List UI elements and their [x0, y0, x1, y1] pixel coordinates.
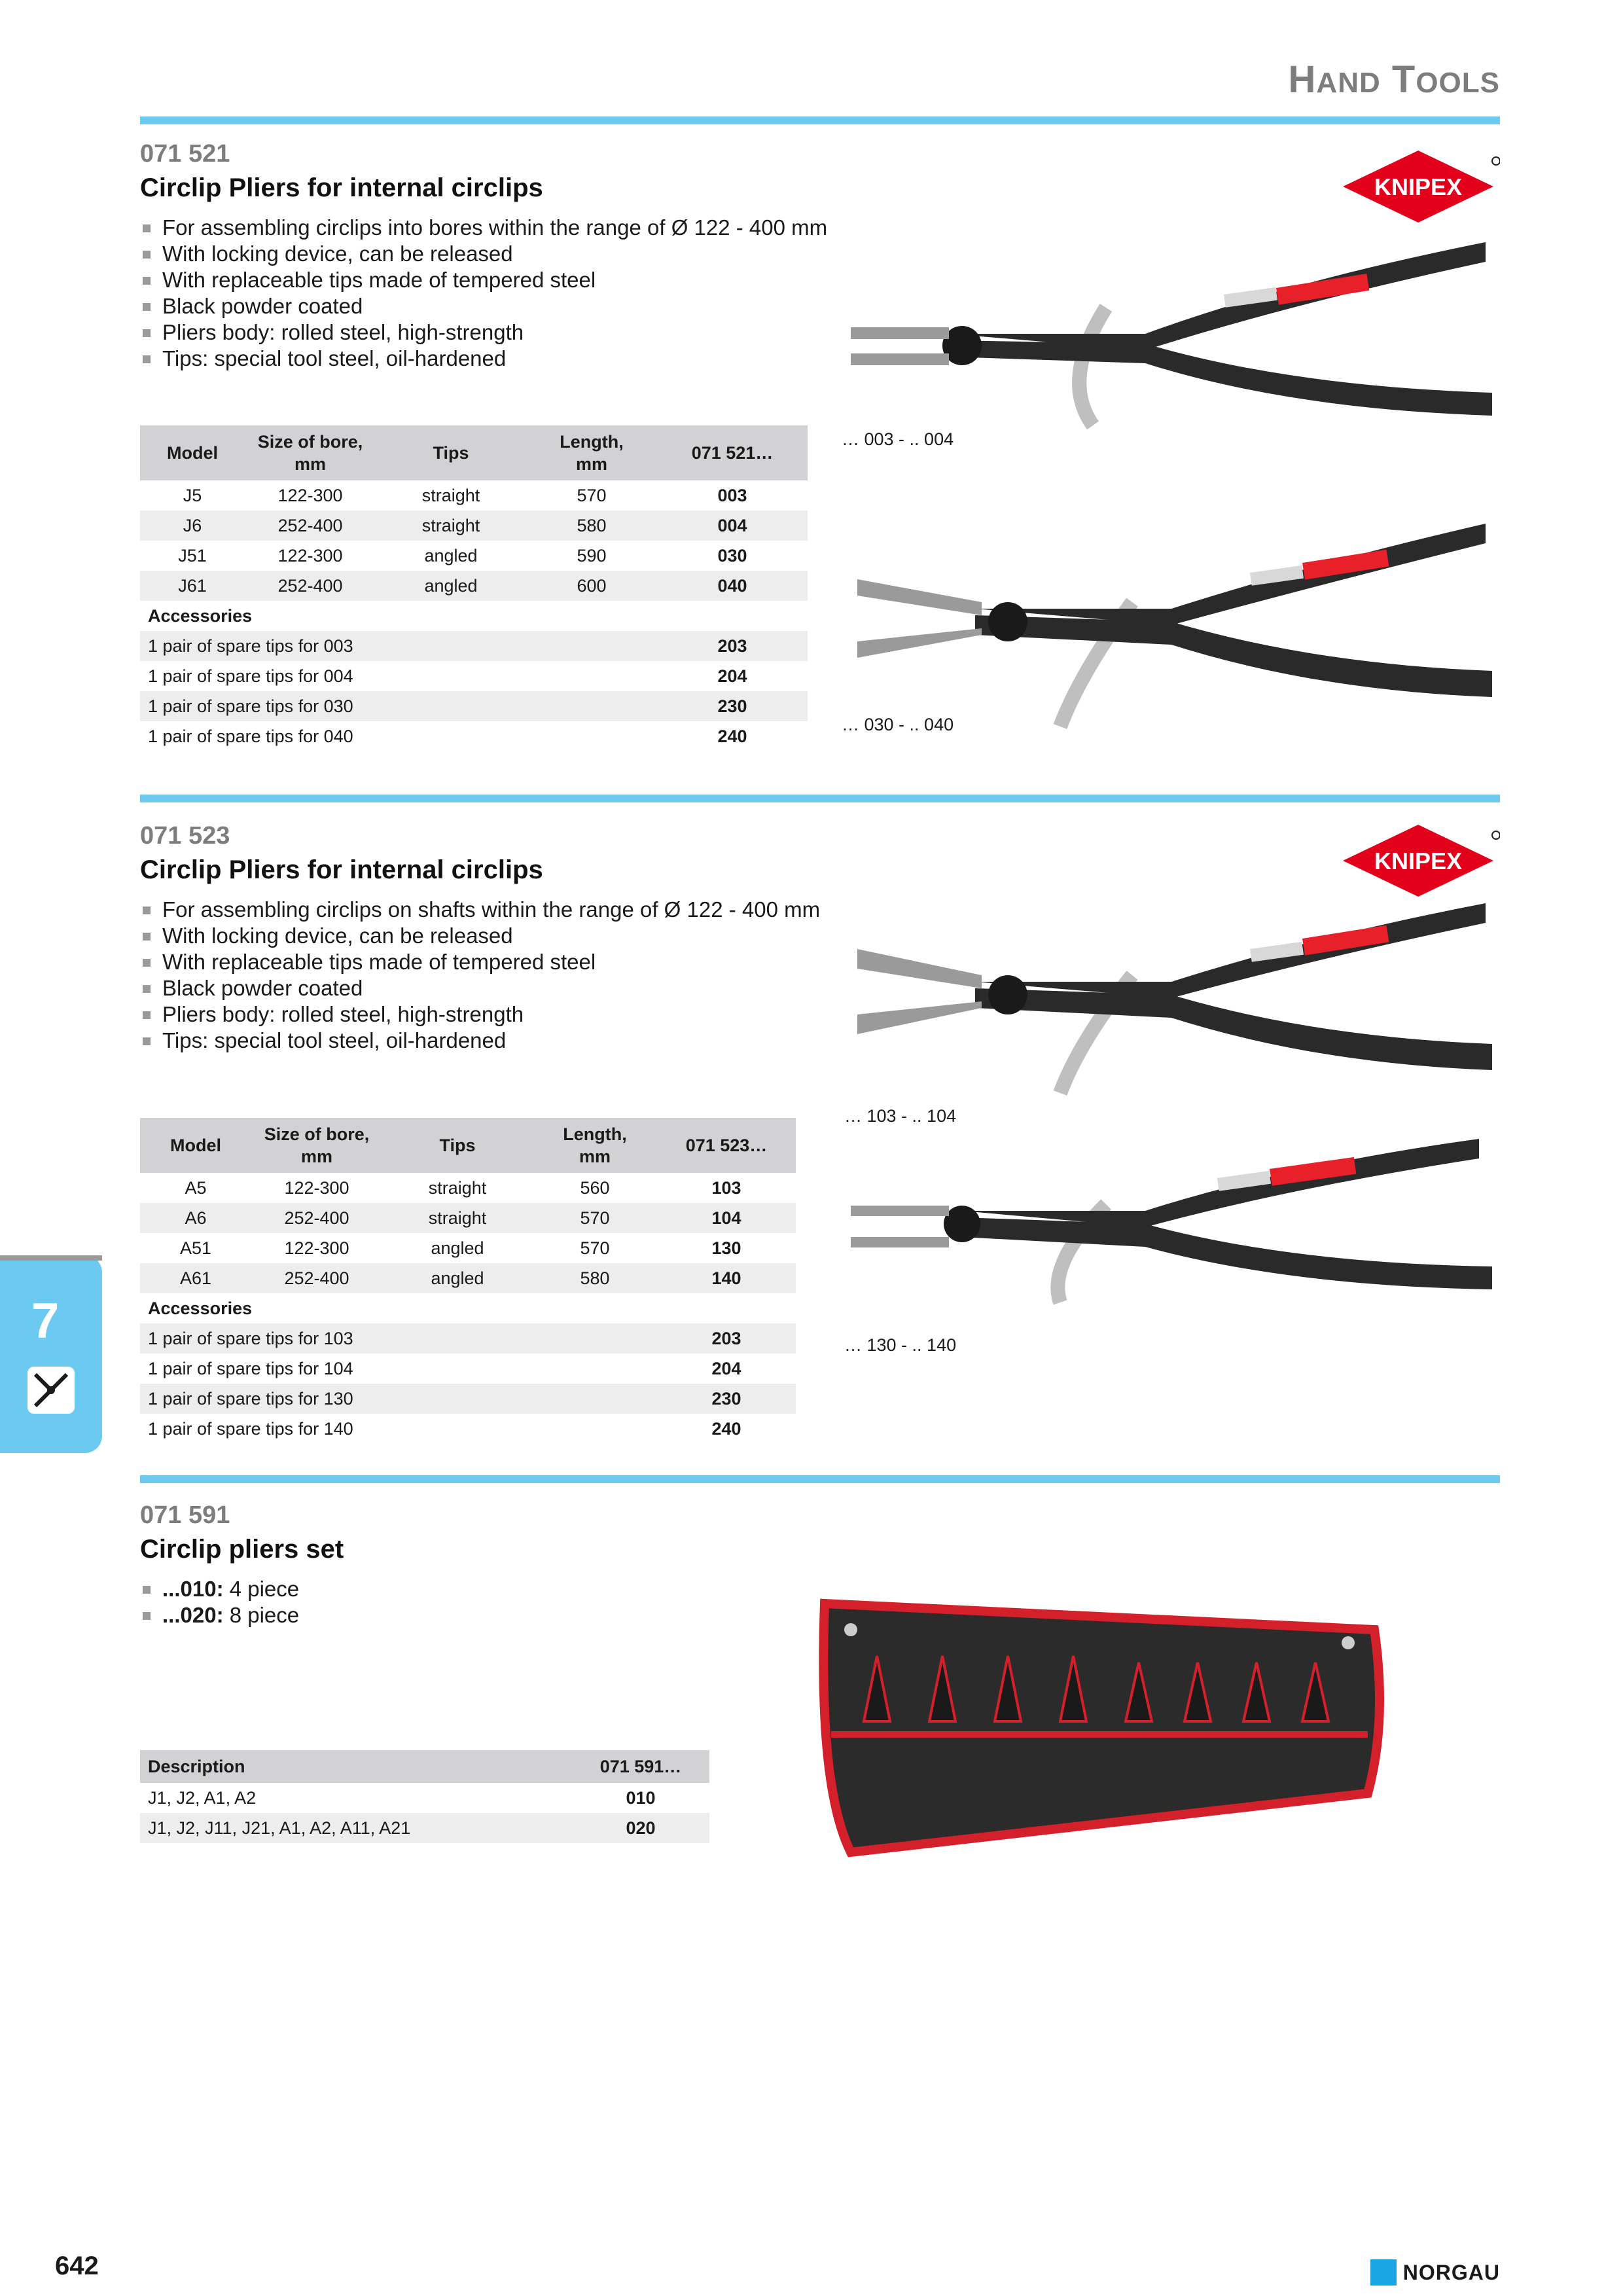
page-number: 642 [55, 2251, 99, 2280]
brand-square-icon [1370, 2259, 1397, 2286]
table-row: 1 pair of spare tips for 140 240 [148, 1418, 741, 1439]
product-title: Circlip pliers set [140, 1535, 344, 1564]
section-divider [140, 1475, 1500, 1483]
pliers-icon [27, 1367, 75, 1414]
table-row: A5 122-300 straight 560 103 [185, 1177, 741, 1198]
feature-item: Black powder coated [140, 975, 1500, 1001]
table-row: Accessories [148, 605, 253, 626]
product-code: 071 591 [140, 1501, 230, 1529]
col-header: 071 591… [572, 1750, 709, 1783]
image-caption: … 030 - .. 040 [842, 715, 954, 734]
table-row: A51 122-300 angled 570 130 [179, 1238, 741, 1258]
col-header: Length, mm [526, 425, 657, 480]
col-header: 071 521… [657, 425, 808, 480]
table-row: A61 252-400 angled 580 140 [140, 1263, 796, 1293]
col-header: Size of bore, mm [251, 1118, 382, 1173]
col-header: Size of bore, mm [245, 425, 376, 480]
page-header-title: HAND TOOLS [1288, 58, 1500, 101]
section-divider [140, 117, 1500, 124]
brand-name: NORGAU [1402, 2260, 1500, 2284]
table-row: 1 pair of spare tips for 004 204 [148, 666, 747, 686]
spec-table-071523 [140, 1118, 796, 1444]
feature-item: Pliers body: rolled steel, high-strength [140, 1001, 1500, 1028]
image-caption: … 003 - .. 004 [842, 429, 954, 449]
spec-table-071521 [140, 425, 808, 751]
product-title: Circlip Pliers for internal circlips [140, 855, 543, 884]
svg-text:KNIPEX: KNIPEX [1374, 848, 1463, 874]
feature-item: With replaceable tips made of tempered steel [140, 949, 1500, 975]
table-row: J51 122-300 angled 590 030 [178, 545, 747, 565]
table-row: 1 pair of spare tips for 003 203 [140, 631, 808, 661]
feature-item: ...020: 8 piece [140, 1602, 1500, 1628]
feature-item: Pliers body: rolled steel, high-strength [140, 319, 1500, 346]
col-header: Length, mm [533, 1118, 657, 1173]
circlip-pliers-angled-image [831, 517, 1505, 753]
feature-item: Tips: special tool steel, oil-hardened [140, 346, 1500, 372]
feature-item: Tips: special tool steel, oil-hardened [140, 1028, 1500, 1054]
circlip-pliers-external-straight-image [831, 1132, 1505, 1322]
table-row: J61 252-400 angled 600 040 [140, 571, 808, 601]
table-row: Accessories [148, 1298, 253, 1318]
table-row: A6 252-400 straight 570 104 [140, 1203, 796, 1233]
image-caption: … 103 - .. 104 [844, 1106, 957, 1126]
table-row: 1 pair of spare tips for 040 240 [148, 726, 747, 746]
feature-item: For assembling circlips into bores within the range of Ø 122 - 400 mm [140, 215, 1500, 241]
brand-logo [1370, 2259, 1500, 2286]
table-row: J1, J2, J11, J21, A1, A2, A11, A21 020 [140, 1813, 709, 1843]
feature-item: For assembling circlips on shafts within the range of Ø 122 - 400 mm [140, 897, 1500, 923]
image-caption: … 130 - .. 140 [844, 1335, 957, 1355]
section-divider [140, 795, 1500, 802]
table-row: 1 pair of spare tips for 130 230 [140, 1384, 796, 1414]
col-header: Tips [376, 425, 526, 480]
chapter-number: 7 [31, 1293, 60, 1349]
svg-text:KNIPEX: KNIPEX [1374, 173, 1463, 200]
knipex-logo [1336, 144, 1500, 236]
circlip-pliers-straight-image [831, 229, 1505, 478]
col-header: Description [140, 1750, 572, 1783]
col-header: 071 523… [657, 1118, 796, 1173]
circlip-pliers-set-pouch-image [812, 1590, 1387, 1865]
table-row: J5 122-300 straight 570 003 [183, 485, 747, 505]
feature-item: Black powder coated [140, 293, 1500, 319]
table-row: 1 pair of spare tips for 030 230 [140, 691, 808, 721]
feature-item: With locking device, can be released [140, 923, 1500, 949]
chapter-tab [0, 1255, 102, 1453]
knipex-logo [1336, 818, 1500, 910]
col-header: Tips [382, 1118, 533, 1173]
feature-item: With replaceable tips made of tempered steel [140, 267, 1500, 293]
table-row: 1 pair of spare tips for 104 204 [148, 1358, 741, 1378]
table-row: 1 pair of spare tips for 103 203 [140, 1323, 796, 1354]
chapter-tab-bar [0, 1255, 102, 1261]
circlip-pliers-external-image [831, 897, 1505, 1113]
col-header: Model [140, 425, 245, 480]
table-row: J1, J2, A1, A2 010 [148, 1787, 656, 1808]
table-row: J6 252-400 straight 580 004 [140, 511, 808, 541]
product-code: 071 521 [140, 140, 230, 168]
feature-item: With locking device, can be released [140, 241, 1500, 267]
feature-item: ...010: 4 piece [140, 1576, 1500, 1602]
spec-table-071591 [140, 1750, 709, 1843]
product-code: 071 523 [140, 822, 230, 850]
col-header: Model [140, 1118, 251, 1173]
product-title: Circlip Pliers for internal circlips [140, 173, 543, 202]
